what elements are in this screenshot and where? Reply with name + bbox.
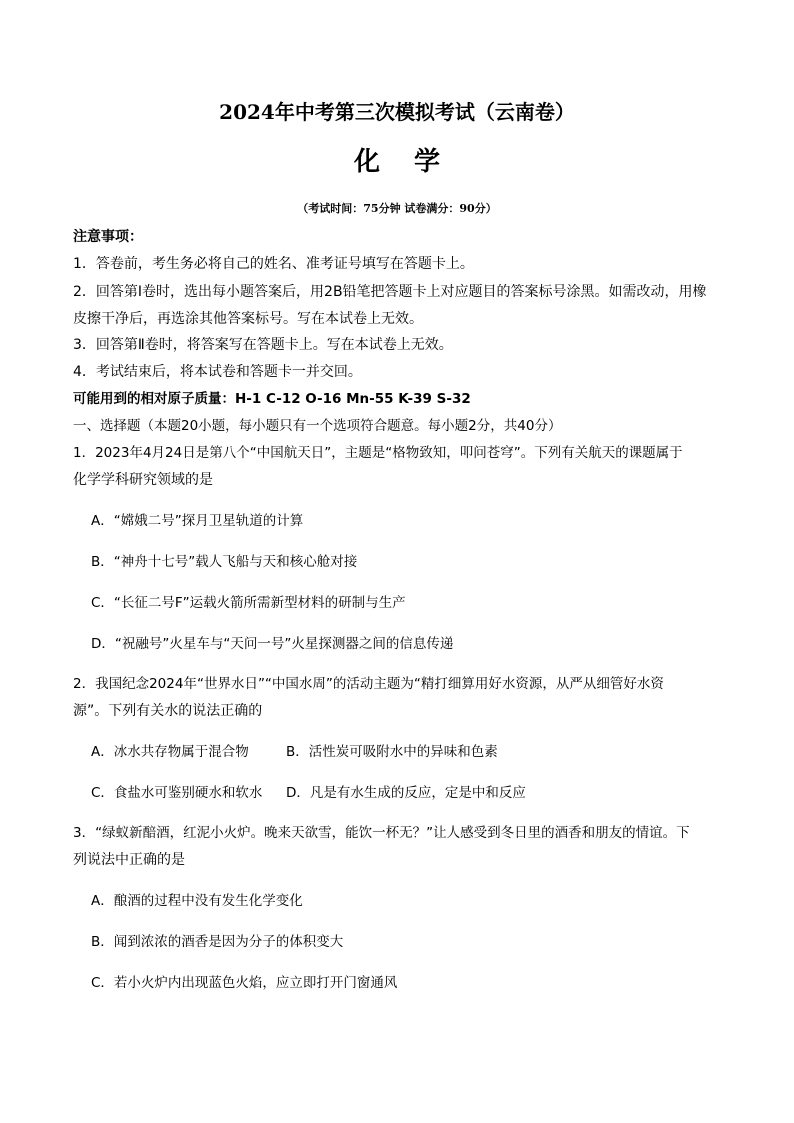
question-1-stem: 化学学科研究领域的是: [73, 472, 213, 488]
question-1-option-d: D．“祝融号”火星车与“天问一号”火星探测器之间的信息传递: [91, 636, 454, 652]
question-2-option-d: D．凡是有水生成的反应，定是中和反应: [286, 785, 526, 801]
subject-title: 化学: [353, 147, 474, 177]
section-heading: 一、选择题（本题20小题，每小题只有一个选项符合题意。每小题2分，共40分）: [73, 418, 562, 434]
question-3-stem: 列说法中正确的是: [73, 852, 185, 868]
exam-info: （考试时间：75分钟 试卷满分：90分）: [297, 202, 497, 215]
atomic-masses: 可能用到的相对原子质量：H-1 C-12 O-16 Mn-55 K-39 S-32: [73, 391, 471, 407]
question-2-stem: 2．我国纪念2024年“世界水日”“中国水周”的活动主题为“精打细算用好水资源，从严从细管好水资: [73, 676, 664, 692]
question-1-option-c: C．“长征二号F”运载火箭所需新型材料的研制与生产: [91, 595, 406, 611]
question-1-option-b: B．“神舟十七号”载人飞船与天和核心舱对接: [91, 554, 358, 570]
question-2-stem: 源”。下列有关水的说法正确的: [73, 703, 263, 719]
question-3-option-a: A．酿酒的过程中没有发生化学变化: [91, 893, 303, 909]
note-item: 4．考试结束后，将本试卷和答题卡一并交回。: [73, 364, 362, 380]
question-2-option-b: B．活性炭可吸附水中的异味和色素: [286, 744, 498, 760]
question-3-option-c: C．若小火炉内出现蓝色火焰，应立即打开门窗通风: [91, 975, 398, 991]
question-3-stem: 3．“绿蚁新醅酒，红泥小火炉。晚来天欲雪，能饮一杯无？”让人感受到冬日里的酒香和朋友的情谊。下: [73, 825, 690, 841]
question-2-option-c: C．食盐水可鉴别硬水和软水: [91, 785, 263, 801]
question-2-option-a: A．冰水共存物属于混合物: [91, 744, 249, 760]
note-item: 3．回答第Ⅱ卷时，将答案写在答题卡上。写在本试卷上无效。: [73, 337, 453, 353]
question-1-option-a: A．“嫦娥二号”探月卫星轨道的计算: [91, 513, 304, 529]
note-item: 2．回答第Ⅰ卷时，选出每小题答案后，用2B铅笔把答题卡上对应题目的答案标号涂黑。如需改动，用橡: [73, 284, 707, 300]
note-item: 皮擦干净后，再选涂其他答案标号。写在本试卷上无效。: [73, 311, 423, 327]
notes-heading: 注意事项：: [73, 229, 143, 245]
exam-title: 2024年中考第三次模拟考试（云南卷）: [219, 100, 575, 124]
question-3-option-b: B．闻到浓浓的酒香是因为分子的体积变大: [91, 934, 344, 950]
note-item: 1．答卷前，考生务必将自己的姓名、准考证号填写在答题卡上。: [73, 256, 474, 272]
question-1-stem: 1．2023年4月24日是第八个“中国航天日”，主题是“格物致知，叩问苍穹”。下列有关航天的课题属于: [73, 445, 683, 461]
